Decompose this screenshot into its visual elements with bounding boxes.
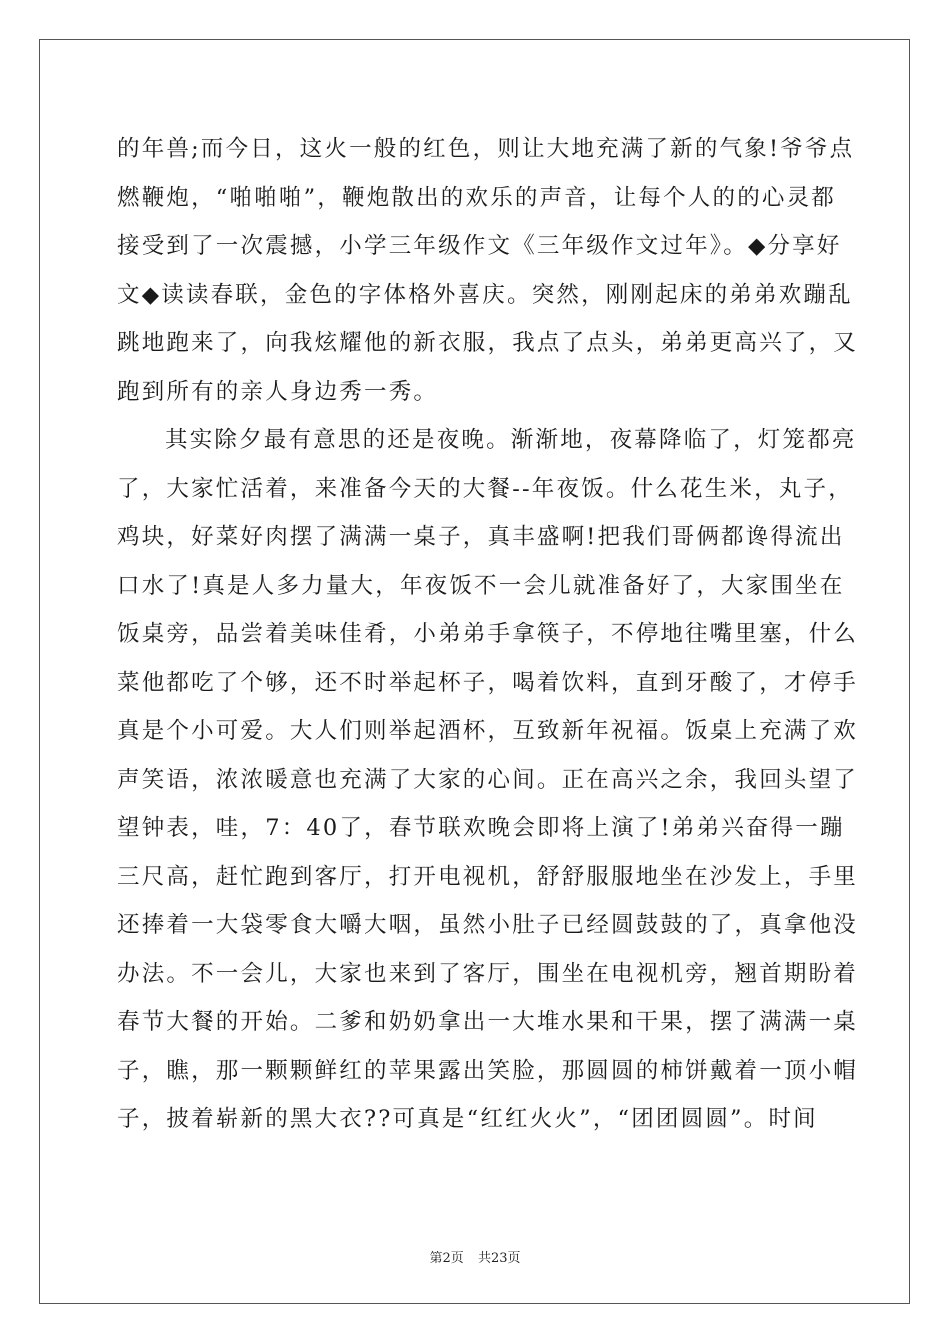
text-line: 口水了!真是人多力量大，年夜饭不一会儿就准备好了，大家围坐在	[117, 572, 845, 599]
paragraph-start-line: 其实除夕最有意思的还是夜晚。渐渐地，夜幕降临了，灯笼都亮	[165, 427, 857, 453]
text-line: 办法。不一会儿，大家也来到了客厅，围坐在电视机旁，翘首期盼着	[117, 960, 859, 987]
total-pages: 共23页	[477, 1251, 521, 1266]
text-line: 春节大餐的开始。二爹和奶奶拿出一大堆水果和干果，摆了满满一桌	[117, 1009, 859, 1035]
text-line: 鸡块，好菜好肉摆了满满一桌子，真丰盛啊!把我们哥俩都谗得流出	[117, 524, 845, 550]
text-line: 接受到了一次震撼，小学三年级作文《三年级作文过年》。◆分享好	[117, 233, 842, 259]
text-line: 燃鞭炮，“啪啪啪”，鞭炮散出的欢乐的声音，让每个人的的心灵都	[117, 184, 837, 211]
text-line: 三尺高，赶忙跑到客厅，打开电视机，舒舒服服地坐在沙发上，手里	[117, 863, 859, 890]
page-footer	[0, 1247, 950, 1266]
text-line: 了，大家忙活着，来准备今天的大餐--年夜饭。什么花生米，丸子，	[117, 475, 853, 502]
text-line: 的年兽;而今日，这火一般的红色，则让大地充满了新的气象!爷爷点	[117, 136, 855, 162]
text-line: 菜他都吃了个够，还不时举起杯子，喝着饮料，直到牙酸了，才停手	[117, 669, 859, 696]
text-line: 跳地跑来了，向我炫耀他的新衣服，我点了点头，弟弟更高兴了，又	[117, 330, 859, 356]
document-body	[117, 125, 859, 1144]
text-line: 子，瞧，那一颗颗鲜红的苹果露出笑脸，那圆圆的柿饼戴着一顶小帽	[117, 1057, 859, 1084]
page-number: 第2页	[429, 1251, 464, 1266]
text-line: 声笑语，浓浓暖意也充满了大家的心间。正在高兴之余，我回头望了	[117, 766, 859, 793]
text-line: 跑到所有的亲人身边秀一秀。	[117, 378, 439, 405]
text-line: 饭桌旁，品尝着美味佳肴，小弟弟手拿筷子，不停地往嘴里塞，什么	[117, 621, 859, 647]
text-line: 子，披着崭新的黑大衣??可真是“红红火火”，“团团圆圆”。时间	[117, 1106, 818, 1132]
text-line: 还捧着一大袋零食大嚼大咽，虽然小肚子已经圆鼓鼓的了，真拿他没	[117, 912, 859, 938]
text-line: 文◆读读春联，金色的字体格外喜庆。突然，刚刚起床的弟弟欢蹦乱	[117, 281, 853, 308]
text-line: 望钟表，哇，7：40了，春节联欢晚会即将上演了!弟弟兴奋得一蹦	[117, 815, 845, 841]
text-line: 真是个小可爱。大人们则举起酒杯，互致新年祝福。饭桌上充满了欢	[117, 718, 859, 744]
